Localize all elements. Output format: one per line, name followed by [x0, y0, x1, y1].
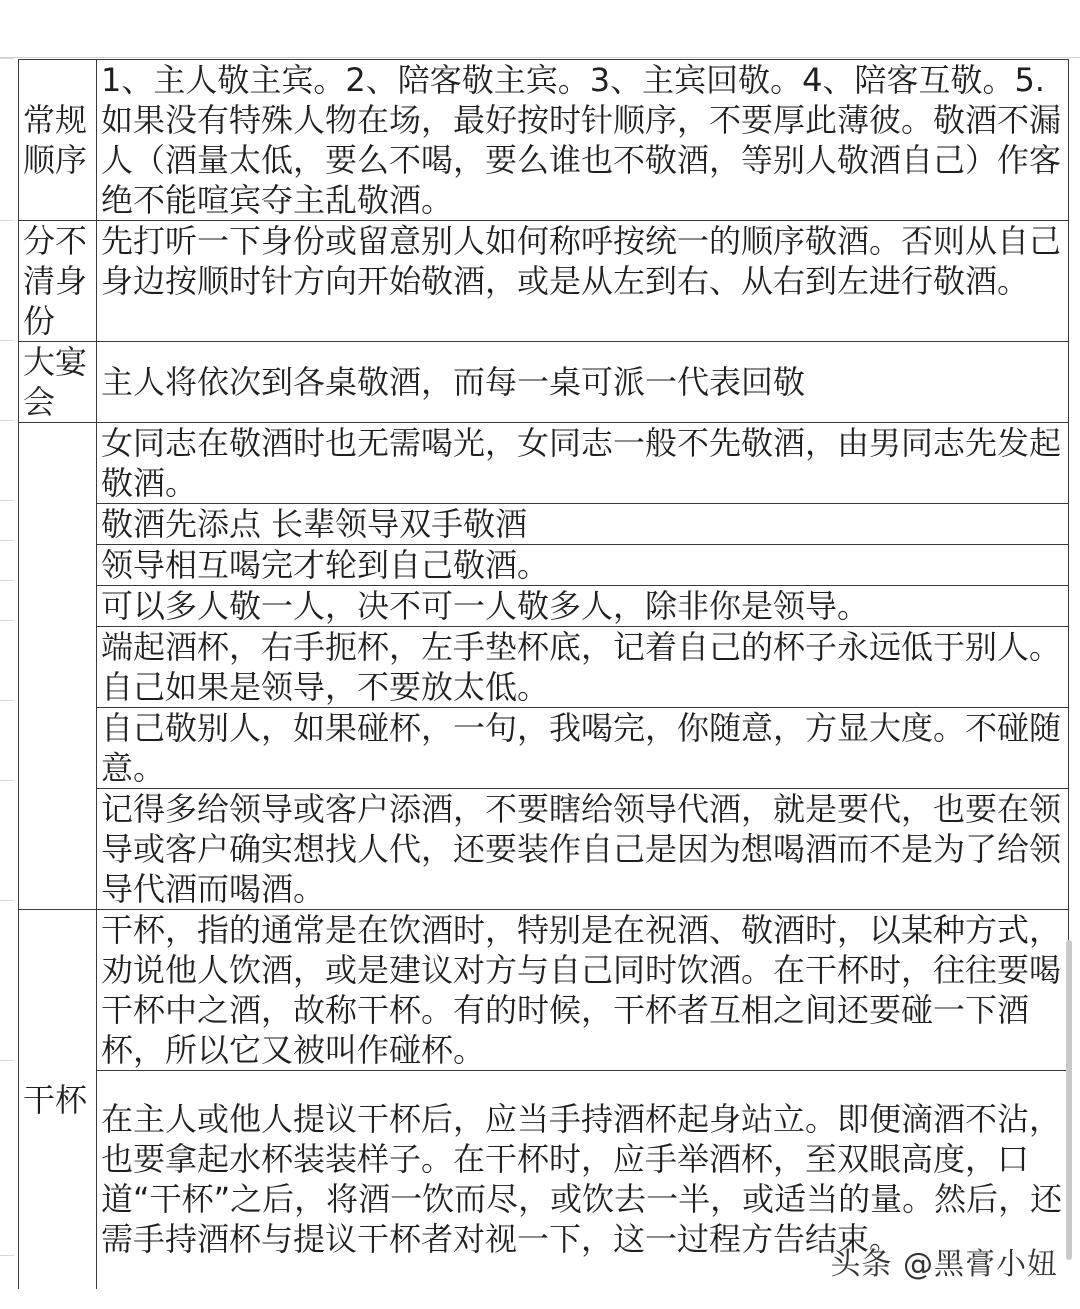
- table-row: [19, 423, 1069, 504]
- watermark: 头条 @黑膏小妞: [830, 1247, 1058, 1282]
- table-row: [19, 586, 1069, 627]
- table-row: [19, 342, 1069, 423]
- content-cell: 主人将依次到各桌敬酒，而每一桌可派一代表回敬: [97, 342, 1069, 423]
- etiquette-table: [18, 59, 1069, 1289]
- content-cell: 在主人或他人提议干杯后，应当手持酒杯起身站立。即便滴酒不沾，也要拿起水杯装装样子。在干杯时，应手举酒杯，至双眼高度，口道“干杯”之后，将酒一饮而尽，或饮去一半，或适当的量。然后，还需手持酒杯与提议干杯者对视一下，这一过程方告结束。: [97, 1071, 1069, 1290]
- scrollbar[interactable]: [1066, 940, 1072, 1260]
- content-cell: 先打听一下身份或留意别人如何称呼按统一的顺序敬酒。否则从自己身边按顺时针方向开始敬酒，或是从左到右、从右到左进行敬酒。: [97, 221, 1069, 342]
- content-cell: 记得多给领导或客户添酒，不要瞎给领导代酒，就是要代，也要在领导或客户确实想找人代，还要装作自己是因为想喝酒而不是为了给领导代酒而喝酒。: [97, 789, 1069, 910]
- table-row: [19, 910, 1069, 1071]
- content-cell: 领导相互喝完才轮到自己敬酒。: [97, 545, 1069, 586]
- table-row: [19, 627, 1069, 708]
- content-cell: 干杯，指的通常是在饮酒时，特别是在祝酒、敬酒时，以某种方式，劝说他人饮酒，或是建议对方与自己同时饮酒。在干杯时，往往要喝干杯中之酒，故称干杯。有的时候，干杯者互相之间还要碰一下酒杯，所以它又被叫作碰杯。: [97, 910, 1069, 1071]
- table-row: [19, 60, 1069, 221]
- content-cell: 敬酒先添点 长辈领导双手敬酒: [97, 504, 1069, 545]
- content-cell: 女同志在敬酒时也无需喝光，女同志一般不先敬酒，由男同志先发起敬酒。: [97, 423, 1069, 504]
- category-cell: 常规顺序: [19, 60, 97, 221]
- category-cell: 大宴会: [19, 342, 97, 423]
- table-row: [19, 789, 1069, 910]
- category-cell: 干杯: [19, 910, 97, 1290]
- category-cell-empty: [19, 423, 97, 910]
- table-row: [19, 221, 1069, 342]
- table-row: [19, 504, 1069, 545]
- table-row: [19, 708, 1069, 789]
- content-cell: 1、主人敬主宾。2、陪客敬主宾。3、主宾回敬。4、陪客互敬。5.如果没有特殊人物在场，最好按时针顺序，不要厚此薄彼。敬酒不漏人（酒量太低，要么不喝，要么谁也不敬酒，等别人敬酒自己）作客绝不能喧宾夺主乱敬酒。: [97, 60, 1069, 221]
- content-cell: 可以多人敬一人，决不可一人敬多人，除非你是领导。: [97, 586, 1069, 627]
- table-row: [19, 545, 1069, 586]
- spreadsheet-gridline: [0, 57, 1080, 58]
- content-cell: 端起酒杯，右手扼杯，左手垫杯底，记着自己的杯子永远低于别人。自己如果是领导，不要放太低。: [97, 627, 1069, 708]
- spreadsheet-row-header-strip: [0, 0, 18, 1309]
- category-cell: 分不清身份: [19, 221, 97, 342]
- content-cell: 自己敬别人，如果碰杯，一句，我喝完，你随意，方显大度。不碰随意。: [97, 708, 1069, 789]
